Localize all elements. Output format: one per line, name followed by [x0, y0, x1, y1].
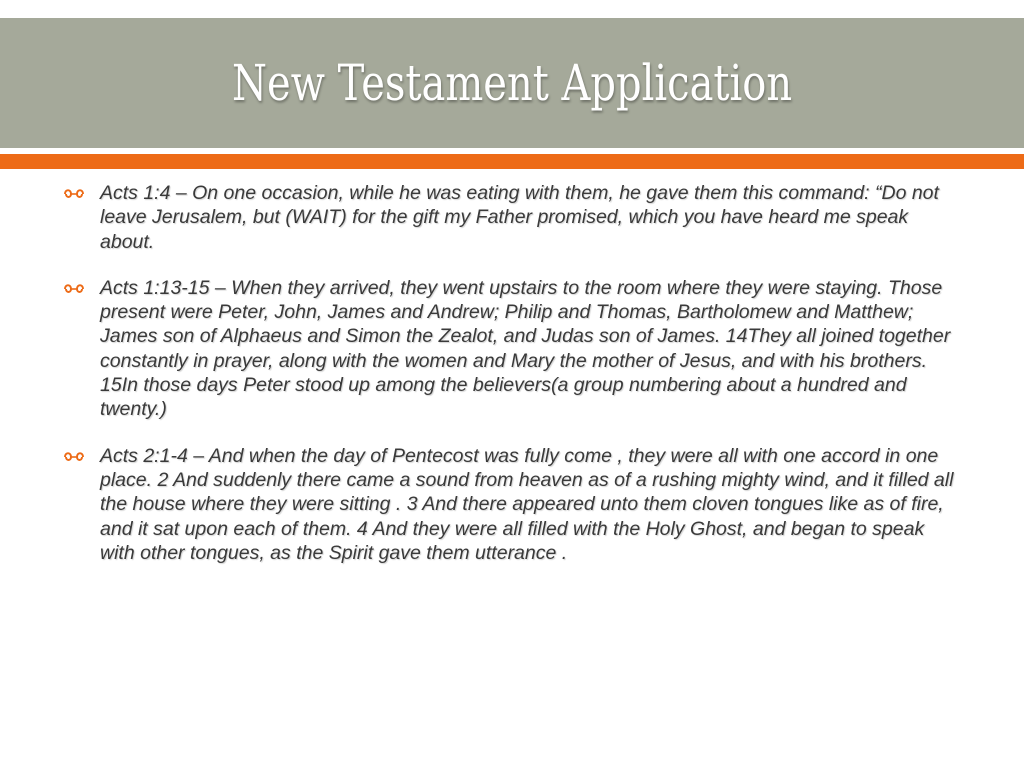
bullet-text: Acts 2:1-4 – And when the day of Pentecost was fully come , they were all with one accord in one place. 2 And suddenly there came a sound from heaven as of a rushing mighty wind, and it filled all the house where they were sitting . 3 And there appeared unto them cloven tongues like as of fire, and it sat upon each of them. 4 And they were all filled with the Holy Ghost, and began to speak with other tongues, as the Spirit gave them utterance . — [100, 444, 954, 564]
list-item — [62, 181, 962, 254]
scroll-ornament-icon — [62, 448, 86, 466]
slide-title: New Testament Application — [231, 54, 793, 112]
accent-bar — [0, 154, 1024, 169]
list-item — [62, 276, 962, 422]
bullet-text: Acts 1:4 – On one occasion, while he was eating with them, he gave them this command: “Do not leave Jerusalem, but (WAIT) for the gift my Father promised, which you have heard me speak about. — [100, 182, 939, 253]
title-bar — [0, 18, 1024, 148]
scroll-ornament-icon — [62, 280, 86, 298]
scroll-ornament-icon — [62, 185, 86, 203]
bullet-text: Acts 1:13-15 – When they arrived, they went upstairs to the room where they were staying. Those present were Peter, John, James and Andrew; Philip and Thomas, Bartholomew and Matthew; James son of Alphaeus and Simon the Zealot, and Judas son of James. 14They all joined together constantly in prayer, along with the women and Mary the mother of Jesus, and with his brothers. 15In those days Peter stood up among the believers(a group numbering about a hundred and twenty.) — [100, 276, 951, 421]
list-item — [62, 444, 962, 565]
bullet-list — [62, 181, 962, 587]
